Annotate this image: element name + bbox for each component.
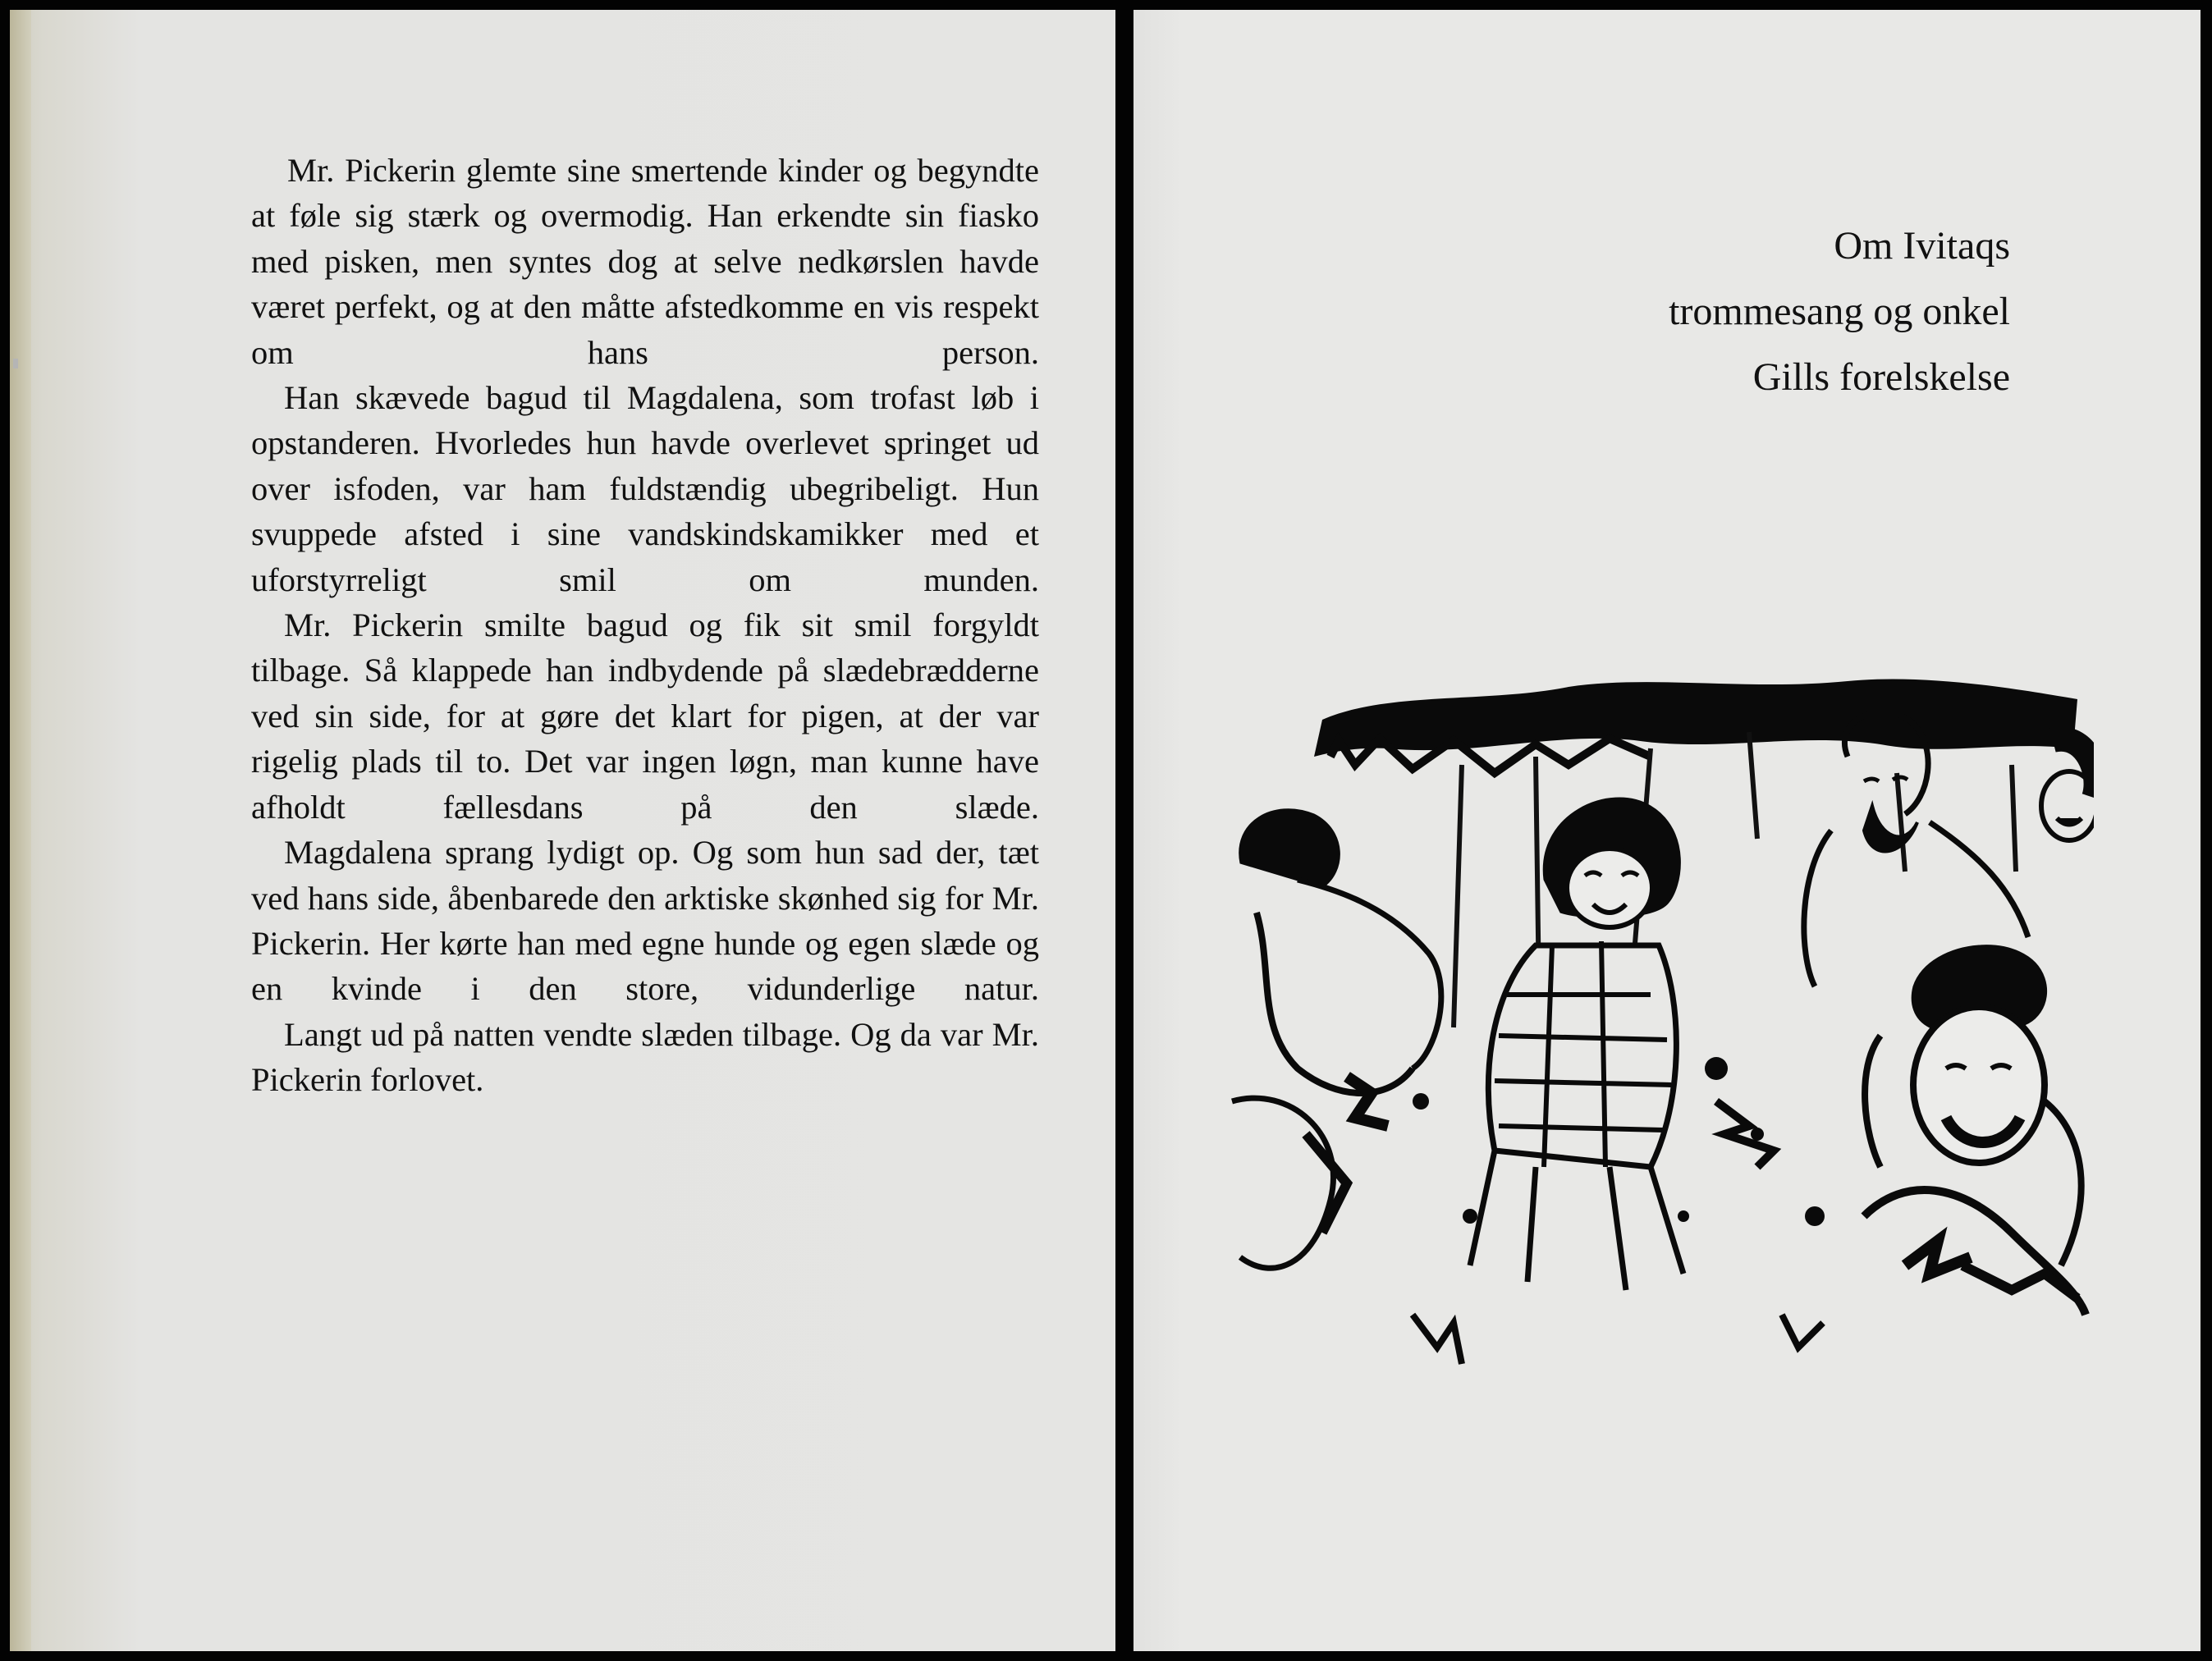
figure-right-edge [2041,739,2094,840]
paragraph-4: Magdalena sprang lydigt op. Og som hun sad der, tæt ved hans side, åbenbarede den arktiske skønhed sig for Mr. Pickerin. Her kørte han med egne hunde og egen slæde og en kvinde i den store, vidunderlige natur. [251,834,1039,1008]
chapter-title [1669,213,2010,410]
body-text [251,148,1039,1103]
ink-roof-band [1314,679,2077,757]
chapter-title-line-3: Gills forelskelse [1752,355,2010,399]
paragraph-5: Langt ud på natten vendte slæden tilbage. Og da var Mr. Pickerin forlovet. [251,1015,1039,1099]
chapter-title-line-1: Om Ivitaqs [1834,224,2010,268]
chapter-title-line-2: trommesang og onkel [1669,290,2010,333]
ink-illustration [1224,642,2094,1397]
figure-left [1232,809,1441,1269]
left-page [10,10,1115,1651]
figure-bottom-right [1864,945,2086,1315]
paragraph-2: Han skævede bagud til Magdalena, som trofast løb i opstanderen. Hvorledes hun havde overlevet springet ud over isfoden, var ham fuldstændig ubegribeligt. Hun svuppede afsted i sine vandskindskamikker med et uforstyrreligt smil om munden. [251,379,1039,598]
paragraph-1: Mr. Pickerin glemte sine smertende kinder og begyndte at føle sig stærk og overmodig. Han erkendte sin fiasko med pisken, men syntes dog at selve nedkørslen havde været perfekt, og at den måtte afstedkomme en vis respekt om hans person. [251,152,1039,371]
margin-mark [13,359,18,368]
right-page [1133,10,2201,1651]
figure-child [1470,798,1683,1290]
paragraph-3: Mr. Pickerin smilte bagud og fik sit smil forgyldt tilbage. Så klappede han indbydende på slædebrædderne ved sin side, for at gøre det klart for pigen, at der var rigelig plads til to. Det var ingen løgn, man kunne have afholdt fællesdans på den slæde. [251,606,1039,826]
